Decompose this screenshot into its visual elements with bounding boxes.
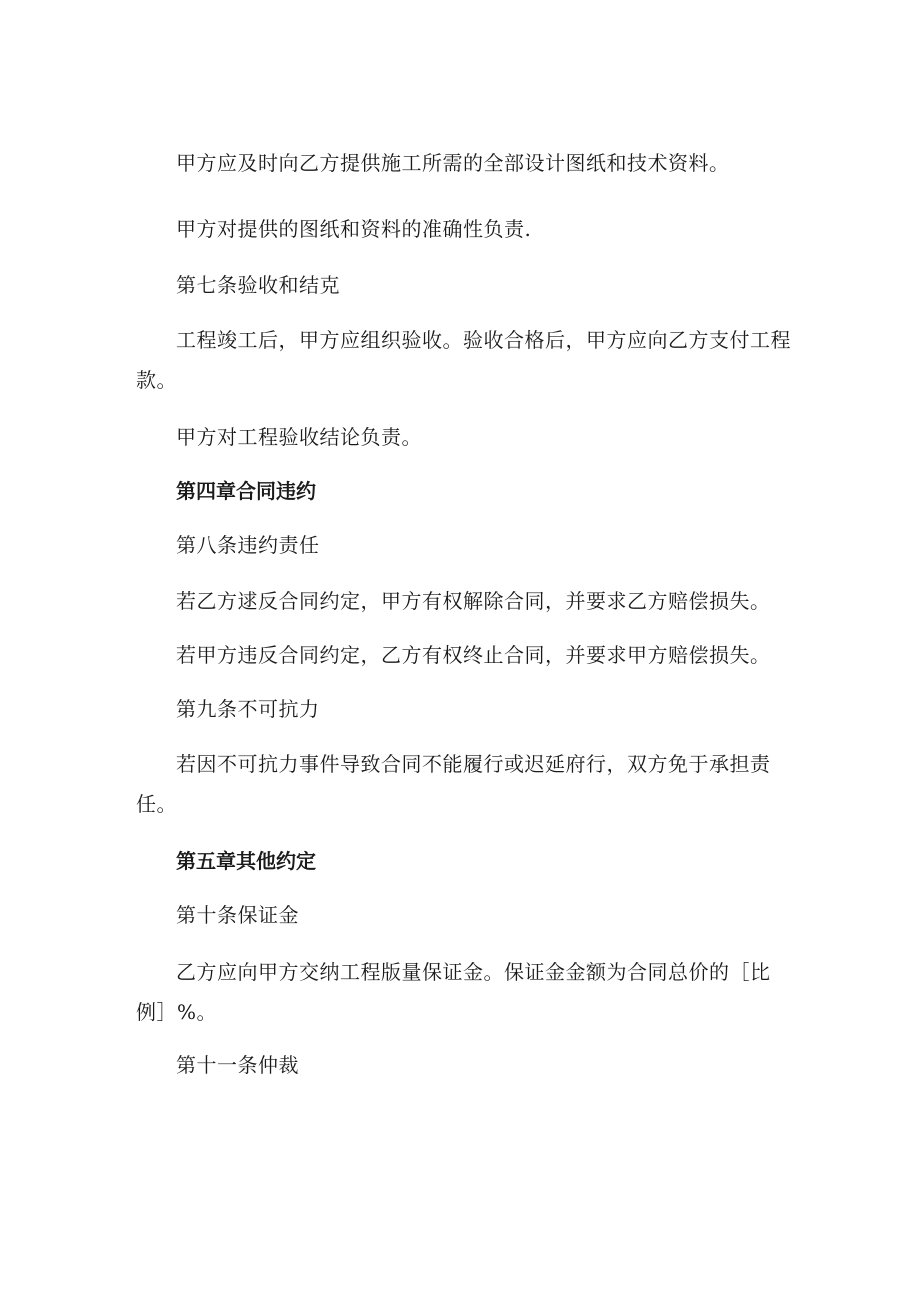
paragraph-acceptance-payment: 工程竣工后，甲方应组织验收。验收合格后，甲方应向乙方支付工程款。 xyxy=(136,328,791,392)
paragraph-accuracy-responsibility: 甲方对提供的图纸和资料的准确性负责. xyxy=(176,217,532,241)
article-8-title: 第八条违约责任 xyxy=(176,533,320,557)
paragraph-design-drawings: 甲方应及时向乙方提供施工所需的全部设计图纸和技术资料。 xyxy=(176,151,730,175)
chapter-5-title: 第五章其他约定 xyxy=(176,849,316,873)
article-9-title: 第九条不可抗力 xyxy=(176,697,320,721)
paragraph-party-a-breach: 若甲方违反合同约定，乙方有权终止合同，并要求甲方赔偿损失。 xyxy=(176,643,771,667)
article-7-title: 第七条验收和结克 xyxy=(176,273,340,297)
paragraph-party-b-breach: 若乙方逑反合同约定，甲方有权解除合同，并要求乙方赔偿损失。 xyxy=(176,589,771,613)
paragraph-deposit: 乙方应向甲方交纳工程版量保证金。保证金金额为合同总价的［比例］%。 xyxy=(136,960,771,1024)
article-10-title: 第十条保证金 xyxy=(176,903,299,927)
paragraph-acceptance-conclusion: 甲方对工程验收结论负责。 xyxy=(176,425,422,449)
paragraph-force-majeure: 若因不可抗力事件导致合同不能履行或迟延府行，双方免于承担责任。 xyxy=(136,752,771,816)
chapter-4-title: 第四章合同违约 xyxy=(176,479,316,503)
article-11-title: 第十一条仲裁 xyxy=(176,1053,299,1077)
